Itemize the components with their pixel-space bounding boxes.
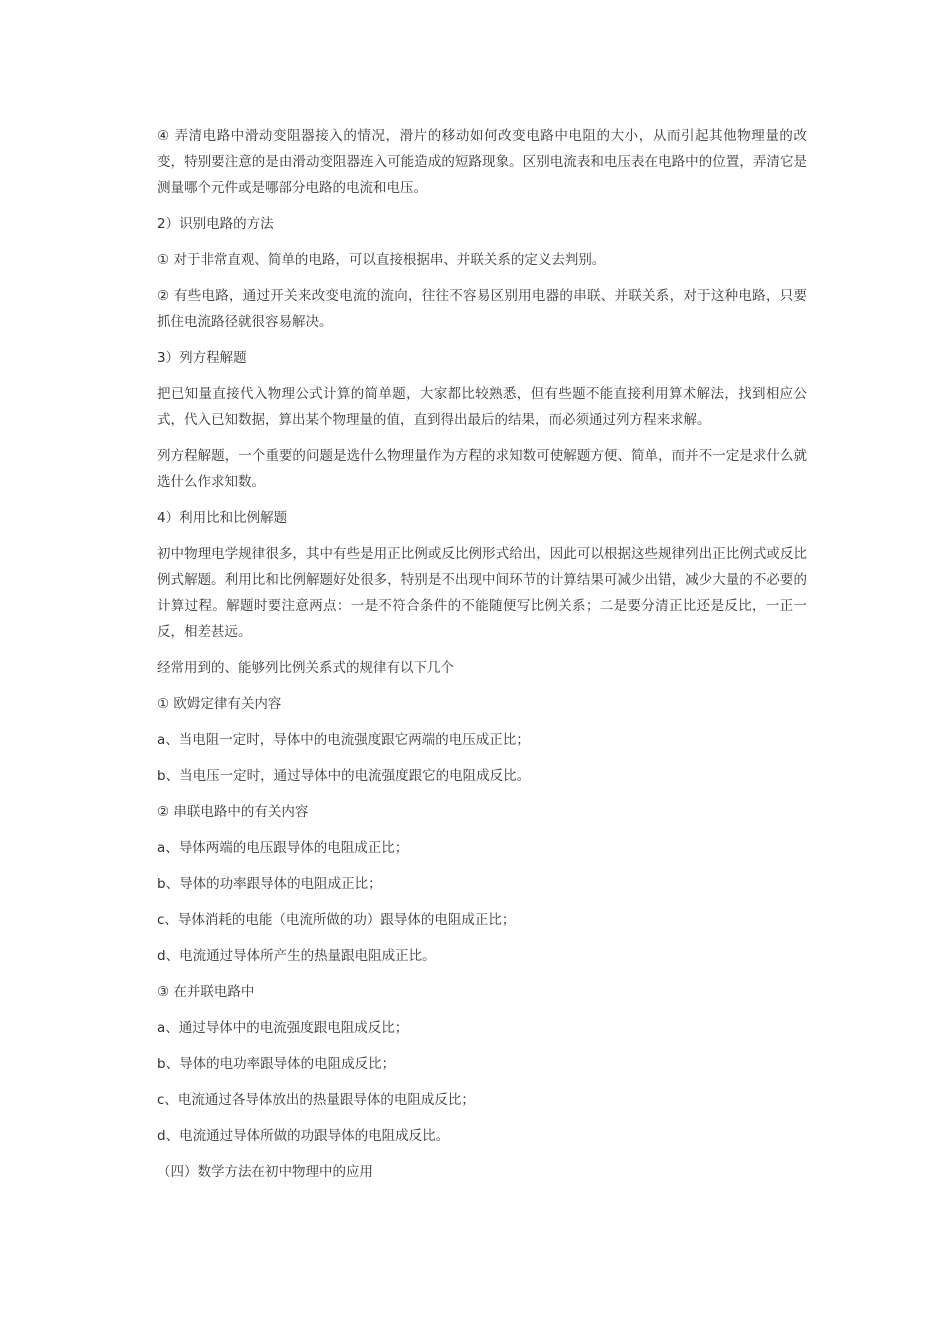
heading-series-circuit: ② 串联电路中的有关内容 bbox=[157, 804, 309, 820]
paragraph-ratio-intro: 初中物理电学规律很多，其中有些是用正比例或反比例形式给出，因此可以根据这些规律列出正比例式或反比例式解题。利用比和比例解题好处很多，特别是不出现中间环节的计算结果可减少出错，减少大量的不必要的计算过程。解题时要注意两点：一是不符合条件的不能随便写比例关系；二是要分清正比还是反比，一正一反，相差甚远。 bbox=[157, 546, 807, 640]
heading-parallel-circuit: ③ 在并联电路中 bbox=[157, 984, 255, 1000]
paragraph-equation-unknown: 列方程解题，一个重要的问题是选什么物理量作为方程的求知数可使解题方便、简单，而并不一定是求什么就选什么作求知数。 bbox=[157, 448, 807, 490]
paragraph-slider-rheostat: ④ 弄清电路中滑动变阻器接入的情况，滑片的移动如何改变电路中电阻的大小，从而引起其他物理量的改变，特别要注意的是由滑动变阻器连入可能造成的短路现象。区别电流表和电压表在电路中的位置，弄清它是测量哪个元件或是哪部分电路的电流和电压。 bbox=[157, 128, 807, 196]
list-item-series-c: c、导体消耗的电能（电流所做的功）跟导体的电阻成正比； bbox=[157, 912, 516, 928]
list-item-series-b: b、导体的功率跟导体的电阻成正比； bbox=[157, 876, 382, 892]
list-item-parallel-c: c、电流通过各导体放出的热量跟导体的电阻成反比； bbox=[157, 1092, 475, 1108]
heading-equation-solving: 3）列方程解题 bbox=[157, 350, 247, 366]
list-item-series-d: d、电流通过导体所产生的热量跟电阻成正比。 bbox=[157, 948, 436, 964]
list-item-parallel-a: a、通过导体中的电流强度跟电阻成反比； bbox=[157, 1020, 409, 1036]
list-item-ohms-b: b、当电压一定时，通过导体中的电流强度跟它的电阻成反比。 bbox=[157, 768, 531, 784]
paragraph-equation-intro: 把已知量直接代入物理公式计算的简单题，大家都比较熟悉，但有些题不能直接利用算术解法，找到相应公式，代入已知数据，算出某个物理量的值，直到得出最后的结果，而必须通过列方程来求解。 bbox=[157, 386, 807, 428]
list-item-ohms-a: a、当电阻一定时，导体中的电流强度跟它两端的电压成正比； bbox=[157, 732, 530, 748]
heading-identify-circuit: 2）识别电路的方法 bbox=[157, 216, 274, 232]
heading-ohms-law: ① 欧姆定律有关内容 bbox=[157, 696, 282, 712]
list-item-parallel-d: d、电流通过导体所做的功跟导体的电阻成反比。 bbox=[157, 1128, 450, 1144]
list-item-series-a: a、导体两端的电压跟导体的电阻成正比； bbox=[157, 840, 409, 856]
paragraph-switch-circuit: ② 有些电路，通过开关来改变电流的流向，往往不容易区别用电器的串联、并联关系，对于这种电路，只要抓住电流路径就很容易解决。 bbox=[157, 288, 807, 330]
heading-math-methods: （四）数学方法在初中物理中的应用 bbox=[157, 1164, 373, 1180]
document-body bbox=[157, 123, 807, 1185]
paragraph-ratio-rules-intro: 经常用到的、能够列比例关系式的规律有以下几个 bbox=[157, 660, 454, 676]
heading-ratio-solving: 4）利用比和比例解题 bbox=[157, 510, 288, 526]
list-item-parallel-b: b、导体的电功率跟导体的电阻成反比； bbox=[157, 1056, 396, 1072]
paragraph-simple-circuit: ① 对于非常直观、简单的电路，可以直接根据串、并联关系的定义去判别。 bbox=[157, 252, 606, 268]
